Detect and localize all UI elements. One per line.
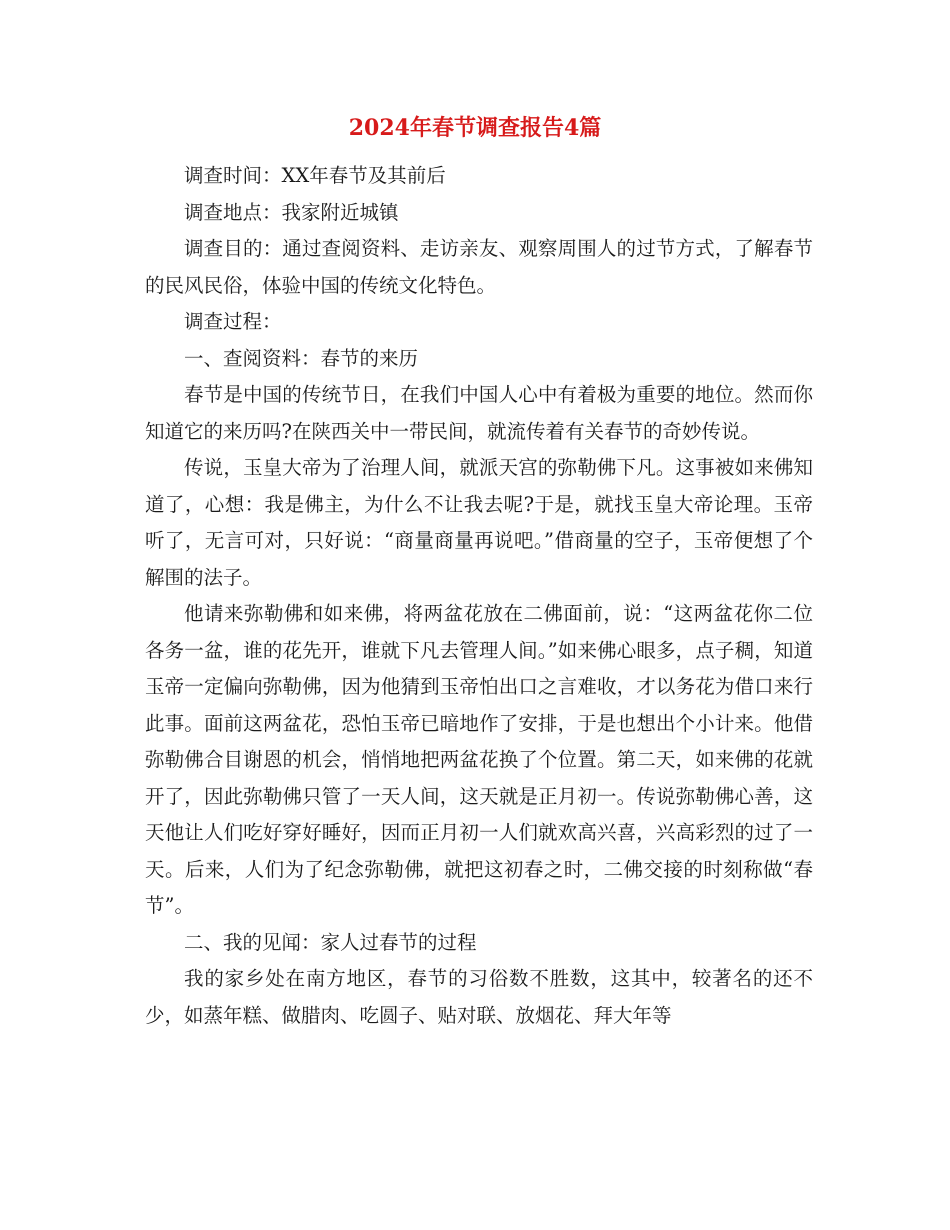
paragraph-survey-purpose: 调查目的：通过查阅资料、走访亲友、观察周围人的过节方式，了解春节的民风民俗，体验中国的传统文化特色。 bbox=[145, 237, 813, 297]
section-heading-observation: 二、我的见闻：家人过春节的过程 bbox=[184, 930, 477, 954]
document-title: 2024年春节调查报告4篇 bbox=[348, 115, 602, 141]
paragraph-survey-location: 调查地点：我家附近城镇 bbox=[184, 200, 399, 224]
paragraph-customs: 我的家乡处在南方地区，春节的习俗数不胜数，这其中，较著名的还不少，如蒸年糕、做腊肉、吃圆子、贴对联、放烟花、拜大年等 bbox=[145, 967, 813, 1027]
paragraph-survey-process: 调查过程： bbox=[184, 310, 282, 333]
paragraph-legend-2: 他请来弥勒佛和如来佛，将两盆花放在二佛面前，说：“这两盆花你二位各务一盆，谁的花先开，谁就下凡去管理人间。”如来佛心眼多，点子稠，知道玉帝一定偏向弥勒佛，因为他猜到玉帝怕出口之言难收，才以务花为借口来行此事。面前这两盆花，恐怕玉帝已暗地作了安排，于是也想出个小计来。他借弥勒佛合目谢恩的机会，悄悄地把两盆花换了个位置。第二天，如来佛的花就开了，因此弥勒佛只管了一天人间，这天就是正月初一。传说弥勒佛心善，这天他让人们吃好穿好睡好，因而正月初一人们就欢高兴喜，兴高彩烈的过了一天。后来，人们为了纪念弥勒佛，就把这初春之时，二佛交接的时刻称做“春节”。 bbox=[145, 602, 813, 917]
paragraph-origin-intro: 春节是中国的传统节日，在我们中国人心中有着极为重要的地位。然而你知道它的来历吗?在陕西关中一带民间，就流传着有关春节的奇妙传说。 bbox=[145, 383, 813, 443]
paragraph-legend-1: 传说，玉皇大帝为了治理人间，就派天宫的弥勒佛下凡。这事被如来佛知道了，心想：我是佛主，为什么不让我去呢?于是，就找玉皇大帝论理。玉帝听了，无言可对，只好说：“商量商量再说吧。”借商量的空子，玉帝便想了个解围的法子。 bbox=[145, 456, 813, 589]
document-body bbox=[145, 158, 813, 1034]
paragraph-survey-time: 调查时间：XX年春节及其前后 bbox=[184, 164, 446, 187]
section-heading-origin: 一、查阅资料：春节的来历 bbox=[184, 346, 419, 370]
